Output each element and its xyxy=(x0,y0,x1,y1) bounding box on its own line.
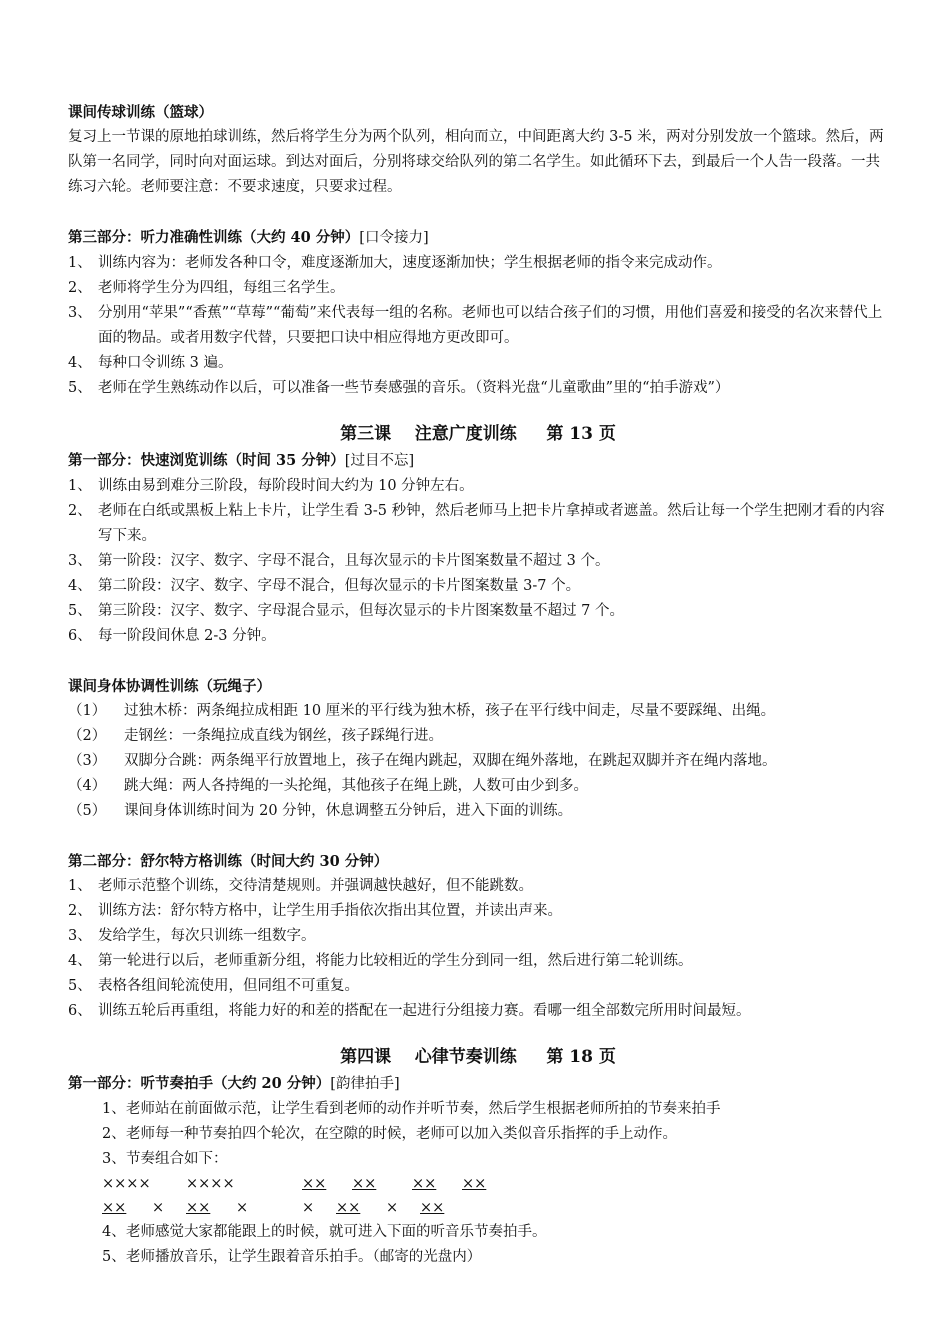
list-item xyxy=(68,474,888,499)
list-text: 训练内容为：老师发各种口令，难度逐渐加大，速度逐渐加快；学生根据老师的指令来完成动作。 xyxy=(98,255,722,271)
list-item xyxy=(68,499,888,549)
indented-list xyxy=(68,1097,888,1270)
list-item xyxy=(68,251,888,276)
list-text: 老师站在前面做示范，让学生看到老师的动作并听节奏，然后学生根据老师所拍的节奏来拍手 xyxy=(126,1101,721,1117)
lesson-page: 第 13 页 xyxy=(546,424,616,444)
rhythm-row xyxy=(102,1172,888,1196)
list-text: 分别用“苹果”“香蕉”“草莓”“葡萄”来代表每一组的名称。老师也可以结合孩子们的习惯，用他们喜爱和接受的名次来替代上面的物品。或者用数字代替，只要把口诀中相应得地方更改即可。 xyxy=(98,305,883,346)
list-item xyxy=(68,624,888,649)
list-item xyxy=(102,1147,888,1172)
list-item xyxy=(68,574,888,599)
list-item xyxy=(68,874,888,899)
list-text: 发给学生，每次只训练一组数字。 xyxy=(98,928,316,944)
list-number: 1、 xyxy=(68,255,92,271)
rhythm-group: × xyxy=(152,1200,165,1216)
paragraph: 复习上一节课的原地拍球训练，然后将学生分为两个队列，相向而立，中间距离大约 3-5 米，两对分别发放一个篮球。然后，两队第一名同学，同时向对面运球。到达对面后，分别将球交给队列的第二名学生。如此循环下去，到最后一个人告一段落。一共练习六轮。老师要注意：不要求速度，只要求过程。 xyxy=(68,129,884,195)
list-text: 老师将学生分为四组，每组三名学生。 xyxy=(98,280,345,296)
rhythm-group: ×× xyxy=(186,1200,211,1216)
list-text: 第二阶段：汉字、数字、字母不混合，但每次显示的卡片图案数量 3-7 个。 xyxy=(98,578,581,594)
lesson-name: 注意广度训练 xyxy=(414,424,517,444)
section-tag: [韵律拍手] xyxy=(330,1076,400,1092)
rhythm-group: × xyxy=(302,1200,315,1216)
list-number: 3、 xyxy=(68,928,92,944)
list-text: 老师示范整个训练，交待清楚规则。并强调越快越好，但不能跳数。 xyxy=(98,878,533,894)
list-number: 1、 xyxy=(68,478,92,494)
list-number: 1、 xyxy=(102,1101,126,1117)
list-text: 训练由易到难分三阶段，每阶段时间大约为 10 分钟左右。 xyxy=(98,478,474,494)
list-item xyxy=(102,1122,888,1147)
rhythm-group: ×× xyxy=(336,1200,361,1216)
rhythm-group: ×××× xyxy=(102,1176,151,1192)
list-number: 1、 xyxy=(68,878,92,894)
list-number: 2、 xyxy=(68,903,92,919)
list-item xyxy=(68,799,888,824)
list-number: 4、 xyxy=(68,355,92,371)
list-item xyxy=(68,301,888,351)
list-number: 2、 xyxy=(68,503,92,519)
list-number: （1） xyxy=(68,703,107,719)
list-item xyxy=(68,974,888,999)
list-number: （5） xyxy=(68,803,107,819)
list-item xyxy=(68,724,888,749)
list-item xyxy=(68,699,888,724)
rhythm-group: ×××× xyxy=(186,1176,235,1192)
section-heading-row xyxy=(68,448,888,474)
section-heading: 第一部分：快速浏览训练（时间 35 分钟） xyxy=(68,452,345,469)
list-number: 5、 xyxy=(102,1249,126,1265)
list-text: 训练方法：舒尔特方格中，让学生用手指依次指出其位置，并读出声来。 xyxy=(98,903,562,919)
list-text: 跳大绳：两人各持绳的一头抡绳，其他孩子在绳上跳，人数可由少到多。 xyxy=(124,778,588,794)
section-heading: 第三部分：听力准确性训练（大约 40 分钟） xyxy=(68,229,360,246)
lesson-title xyxy=(68,421,888,448)
list-item xyxy=(68,376,888,401)
list-text: 老师感觉大家都能跟上的时候，就可进入下面的听音乐节奏拍手。 xyxy=(126,1224,547,1240)
list-item xyxy=(102,1220,888,1245)
rhythm-group: ×× xyxy=(462,1176,487,1192)
list-number: 2、 xyxy=(102,1126,126,1142)
list-number: 4、 xyxy=(68,953,92,969)
section-heading-row xyxy=(68,1071,888,1097)
list-number: 3、 xyxy=(68,553,92,569)
list-text: 节奏组合如下： xyxy=(126,1151,228,1167)
list-text: 课间身体训练时间为 20 分钟，休息调整五分钟后，进入下面的训练。 xyxy=(124,803,573,819)
lesson-number: 第三课 xyxy=(340,424,392,444)
list-item xyxy=(68,999,888,1024)
section-heading: 第一部分：听节奏拍手（大约 20 分钟） xyxy=(68,1075,331,1092)
lesson-number: 第四课 xyxy=(340,1047,392,1067)
list-number: 5、 xyxy=(68,603,92,619)
section-heading: 第二部分：舒尔特方格训练（时间大约 30 分钟） xyxy=(68,853,389,870)
list-number: （3） xyxy=(68,753,107,769)
list-number: 3、 xyxy=(68,305,92,321)
list-item xyxy=(102,1097,888,1122)
rhythm-group: × xyxy=(386,1200,399,1216)
section-heading: 课间身体协调性训练（玩绳子） xyxy=(68,678,271,695)
list-item xyxy=(68,899,888,924)
rhythm-group: ×× xyxy=(412,1176,437,1192)
list-text: 老师播放音乐，让学生跟着音乐拍手。（邮寄的光盘内） xyxy=(126,1249,482,1265)
list-item xyxy=(68,774,888,799)
lesson-title xyxy=(68,1044,888,1071)
list-item xyxy=(68,549,888,574)
list-text: 训练五轮后再重组，将能力好的和差的搭配在一起进行分组接力赛。看哪一组全部数完所用时间最短。 xyxy=(98,1003,751,1019)
list-number: 6、 xyxy=(68,1003,92,1019)
list-text: 走钢丝：一条绳拉成直线为钢丝，孩子踩绳行进。 xyxy=(124,728,443,744)
rhythm-group: × xyxy=(236,1200,249,1216)
lesson-name: 心律节奏训练 xyxy=(414,1047,517,1067)
list-item xyxy=(68,351,888,376)
list-text: 每一阶段间休息 2-3 分钟。 xyxy=(98,628,276,644)
list-text: 老师在学生熟练动作以后，可以准备一些节奏感强的音乐。（资料光盘“儿童歌曲”里的“拍手游戏”） xyxy=(98,380,730,396)
list-item xyxy=(68,276,888,301)
list-number: 5、 xyxy=(68,978,92,994)
lesson-page: 第 18 页 xyxy=(546,1047,616,1067)
list-number: 4、 xyxy=(102,1224,126,1240)
list-text: 第三阶段：汉字、数字、字母混合显示，但每次显示的卡片图案数量不超过 7 个。 xyxy=(98,603,624,619)
document-page xyxy=(68,100,888,1270)
section-heading-row xyxy=(68,225,888,251)
list-text: 第一阶段：汉字、数字、字母不混合，且每次显示的卡片图案数量不超过 3 个。 xyxy=(98,553,610,569)
list-number: （4） xyxy=(68,778,107,794)
list-number: （2） xyxy=(68,728,107,744)
list-number: 3、 xyxy=(102,1151,126,1167)
list-number: 2、 xyxy=(68,280,92,296)
list-item xyxy=(102,1245,888,1270)
list-text: 过独木桥：两条绳拉成相距 10 厘米的平行线为独木桥，孩子在平行线中间走，尽量不要踩绳、出绳。 xyxy=(124,703,776,719)
list-number: 5、 xyxy=(68,380,92,396)
section-tag: [过目不忘] xyxy=(344,453,415,469)
list-text: 老师每一种节奏拍四个轮次，在空隙的时候，老师可以加入类似音乐指挥的手上动作。 xyxy=(126,1126,677,1142)
list-text: 表格各组间轮流使用，但同组不可重复。 xyxy=(98,978,359,994)
rhythm-group: ×× xyxy=(102,1200,127,1216)
list-text: 每种口令训练 3 遍。 xyxy=(98,355,233,371)
list-text: 第一轮进行以后，老师重新分组，将能力比较相近的学生分到同一组，然后进行第二轮训练。 xyxy=(98,953,693,969)
section-tag: [口令接力] xyxy=(359,230,429,246)
rhythm-group: ×× xyxy=(302,1176,327,1192)
list-item xyxy=(68,949,888,974)
list-text: 双脚分合跳：两条绳平行放置地上，孩子在绳内跳起，双脚在绳外落地，在跳起双脚并齐在绳内落地。 xyxy=(124,753,777,769)
list-item xyxy=(68,924,888,949)
section-heading: 课间传球训练（篮球） xyxy=(68,104,213,121)
list-number: 6、 xyxy=(68,628,92,644)
list-number: 4、 xyxy=(68,578,92,594)
rhythm-group: ×× xyxy=(352,1176,377,1192)
list-item xyxy=(68,749,888,774)
list-item xyxy=(68,599,888,624)
list-text: 老师在白纸或黑板上粘上卡片，让学生看 3-5 秒钟，然后老师马上把卡片拿掉或者遮盖。然后让每一个学生把刚才看的内容写下来。 xyxy=(98,503,885,544)
rhythm-row xyxy=(102,1196,888,1220)
rhythm-group: ×× xyxy=(420,1200,445,1216)
